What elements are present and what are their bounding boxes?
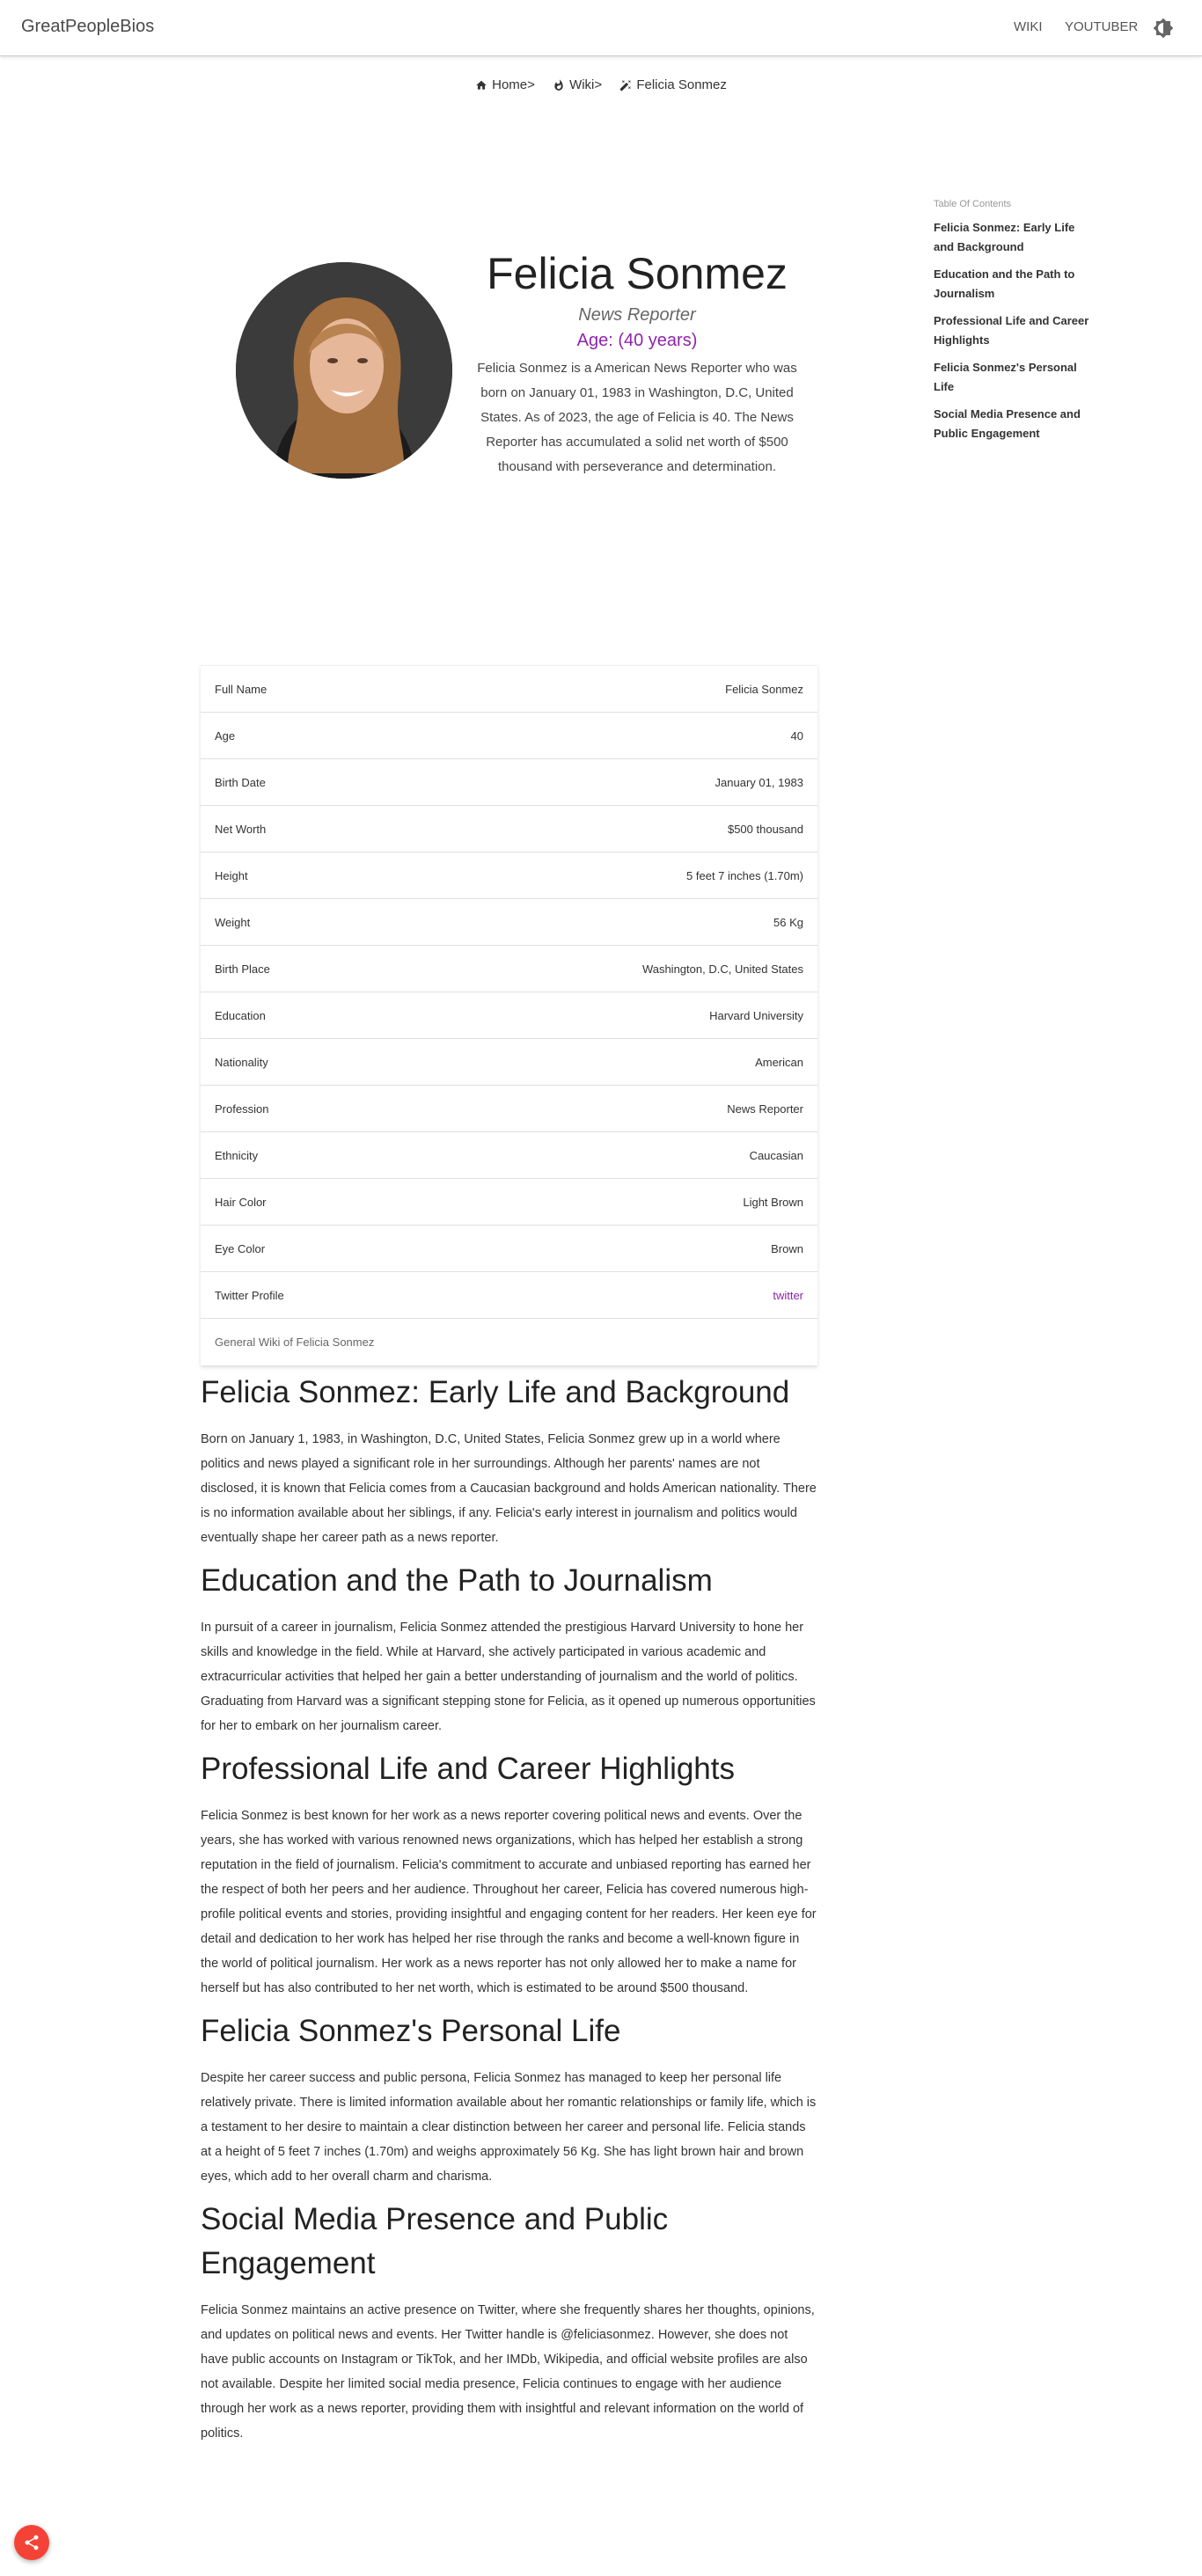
row-value: Harvard University <box>709 1008 803 1022</box>
row-key: Net Worth <box>215 822 267 836</box>
row-key: Height <box>215 868 248 882</box>
table-caption: General Wiki of Felicia Sonmez <box>215 1336 375 1349</box>
row-value: January 01, 1983 <box>715 775 803 789</box>
section-heading-social-media: Social Media Presence and Public Engagement <box>201 2202 669 2280</box>
brand-logo-link[interactable]: GreatPeopleBios <box>21 17 155 36</box>
section-body-early-life: Born on January 1, 1983, in Washington, D.C, United States, Felicia Sonmez grew up in a world where politics and news played a significant role in her surroundings. Although her parents' names are not disclosed, it is known that Felicia comes from a Caucasian background and holds American nationality. There is no information available about her siblings, if any. Felicia's early interest in journalism and politics would eventually shape her career path as a news reporter. <box>201 1432 817 1545</box>
row-value: 5 feet 7 inches (1.70m) <box>686 868 803 882</box>
table-row <box>201 1086 817 1132</box>
row-key: Full Name <box>215 682 268 696</box>
share-button[interactable] <box>14 2525 49 2560</box>
toc-title: Table Of Contents <box>934 199 1012 209</box>
row-value: Light Brown <box>743 1195 803 1209</box>
share-icon <box>23 2534 40 2551</box>
row-key: Nationality <box>215 1055 268 1069</box>
section-heading-education: Education and the Path to Journalism <box>201 1563 713 1598</box>
table-row <box>201 853 817 899</box>
section-body-personal-life: Despite her career success and public persona, Felicia Sonmez has managed to keep her personal life relatively private. There is limited information available about her romantic relationships or family life, which is a testament to her desire to maintain a clear distinction between her career and personal life. Felicia stands at a height of 5 feet 7 inches (1.70m) and weighs approximately 56 Kg. She has light brown hair and brown eyes, which add to her overall charm and charisma. <box>201 2071 817 2184</box>
nav-link-youtuber[interactable]: YOUTUBER <box>1065 19 1139 34</box>
breadcrumb-current <box>619 77 727 92</box>
home-icon <box>475 79 487 91</box>
section-heading-professional-life: Professional Life and Career Highlights <box>201 1752 735 1786</box>
table-row <box>201 1132 817 1179</box>
breadcrumb-current-label: Felicia Sonmez <box>636 77 727 92</box>
profession-subtitle: News Reporter <box>578 305 696 325</box>
row-key: Weight <box>215 915 251 929</box>
row-key: Age <box>215 728 236 743</box>
section-body-professional-life: Felicia Sonmez is best known for her work as a news reporter covering political news and events. Over the years, she has worked with various renowned news organizations, which has helped her establish a strong reputation in the field of journalism. Felicia's commitment to accurate and unbiased reporting has earned her the respect of both her peers and her audience. Throughout her career, Felicia has covered numerous high-profile political events and stories, providing insightful and engaging content for her readers. Her keen eye for detail and dedication to her work has helped her rise through the ranks and become a well-known figure in the world of political journalism. Her work as a news reporter has not only allowed her to make a name for herself but has also contributed to her net worth, which is estimated to be around $500 thousand. <box>201 1809 817 1995</box>
sparkle-icon <box>619 79 632 91</box>
row-value: Caucasian <box>749 1148 803 1162</box>
row-key: Profession <box>215 1101 269 1116</box>
table-of-contents <box>934 199 1092 451</box>
toc-item-professional-life[interactable]: Professional Life and Career Highlights <box>934 314 1089 347</box>
table-row <box>201 1039 817 1086</box>
age-label: Age: (40 years) <box>576 331 698 350</box>
section-body-education: In pursuit of a career in journalism, Felicia Sonmez attended the prestigious Harvard University to hone her skills and knowledge in the field. While at Harvard, she actively participated in various academic and extracurricular activities that helped her gain a better understanding of journalism and the world of politics. Graduating from Harvard was a significant stepping stone for Felicia, as it opened up numerous opportunities for her to embark on her journalism career. <box>201 1621 816 1733</box>
table-row <box>201 759 817 806</box>
toc-item-education[interactable]: Education and the Path to Journalism <box>934 267 1075 300</box>
bio-article <box>201 1371 817 2455</box>
fire-icon <box>553 79 565 91</box>
row-value: $500 thousand <box>727 822 803 836</box>
page-title: Felicia Sonmez <box>487 249 788 298</box>
row-key: Ethnicity <box>215 1148 259 1162</box>
top-navbar <box>0 0 1202 56</box>
section-heading-early-life: Felicia Sonmez: Early Life and Background <box>201 1375 790 1409</box>
section-body-social-media: Felicia Sonmez maintains an active presence on Twitter, where she frequently shares her thoughts, opinions, and updates on political news and events. Her Twitter handle is @feliciasonmez. However, she does not have public accounts on Instagram or TikTok, and her IMDb, Wikipedia, and official website profiles are also not available. Despite her limited social media presence, Felicia continues to engage with her audience through her work as a news reporter, providing them with insightful and relevant information on the world of politics. <box>201 2303 815 2441</box>
table-row <box>201 1179 817 1226</box>
row-value: News Reporter <box>727 1101 803 1116</box>
row-key: Birth Date <box>215 775 266 789</box>
breadcrumb-wiki-label: Wiki> <box>569 77 603 92</box>
row-value: Brown <box>771 1241 803 1255</box>
row-key: Hair Color <box>215 1195 267 1209</box>
profile-photo <box>236 262 452 479</box>
breadcrumb-home[interactable] <box>475 77 535 92</box>
table-row <box>201 666 817 713</box>
breadcrumb-wiki[interactable] <box>553 77 602 92</box>
toc-item-early-life[interactable]: Felicia Sonmez: Early Life and Background <box>934 221 1075 253</box>
breadcrumb-home-label: Home> <box>492 77 535 92</box>
bio-info-table <box>201 665 817 1365</box>
table-row <box>201 899 817 946</box>
twitter-profile-link[interactable]: twitter <box>773 1288 803 1302</box>
table-row <box>201 946 817 992</box>
row-key: Education <box>215 1008 266 1022</box>
row-value: American <box>755 1055 803 1069</box>
theme-toggle-button[interactable] <box>1153 18 1174 39</box>
row-value: Washington, D.C, United States <box>641 962 803 976</box>
toc-item-social-media[interactable]: Social Media Presence and Public Engagement <box>934 407 1081 440</box>
row-value: 40 <box>790 728 803 743</box>
brightness-icon <box>1153 18 1174 39</box>
toc-item-personal-life[interactable]: Felicia Sonmez's Personal Life <box>934 361 1077 393</box>
row-value: Felicia Sonmez <box>725 682 803 696</box>
hero-section <box>466 250 808 479</box>
row-key: Twitter Profile <box>215 1288 284 1302</box>
row-value: 56 Kg <box>773 915 803 929</box>
breadcrumb <box>0 77 1202 95</box>
table-row <box>201 713 817 759</box>
intro-paragraph: Felicia Sonmez is a American News Reporter who was born on January 01, 1983 in Washington, D.C, United States. As of 2023, the age of Felicia is 40. The News Reporter has accumulated a solid net worth of $500 thousand with perseverance and determination. <box>477 361 797 474</box>
table-row <box>201 1272 817 1319</box>
table-row <box>201 1226 817 1272</box>
table-row <box>201 806 817 853</box>
nav-link-wiki[interactable]: WIKI <box>1014 19 1043 34</box>
row-key: Eye Color <box>215 1241 266 1255</box>
section-heading-personal-life: Felicia Sonmez's Personal Life <box>201 2014 621 2048</box>
row-key: Birth Place <box>215 962 270 976</box>
table-row <box>201 992 817 1039</box>
